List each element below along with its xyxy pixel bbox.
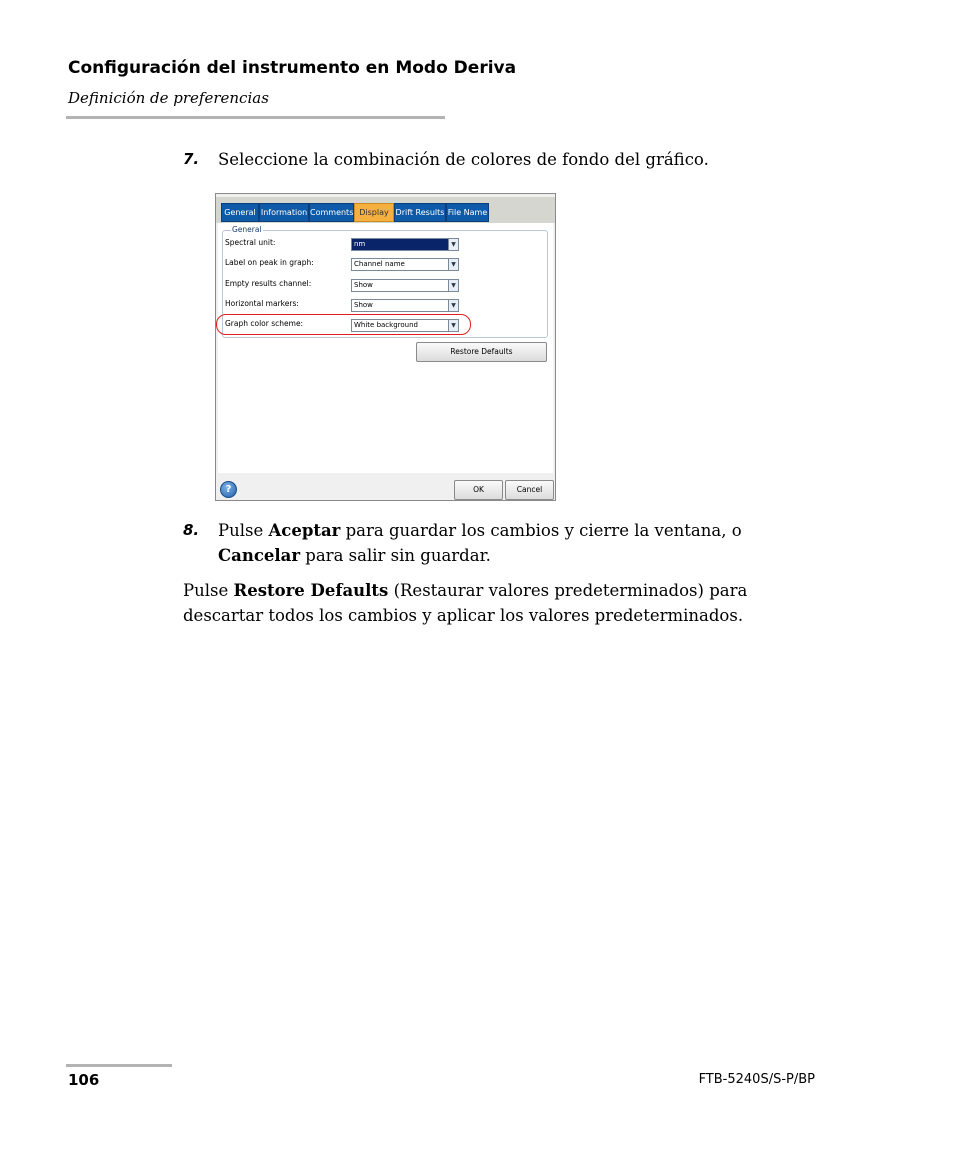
tab-information[interactable]: Information bbox=[259, 203, 309, 222]
chevron-down-icon[interactable]: ▼ bbox=[448, 258, 459, 271]
field-label-spectral-unit: Spectral unit: bbox=[225, 238, 276, 247]
restore-defaults-button[interactable]: Restore Defaults bbox=[416, 342, 547, 362]
tab-bar bbox=[216, 197, 555, 223]
restore-defaults-note: Pulse Restore Defaults (Restaurar valores predeterminados) para descartar todos los cambios y aplicar los valores predeterminados. bbox=[183, 581, 748, 625]
product-name: FTB-5240S/S-P/BP bbox=[698, 1072, 815, 1087]
tab-file-name[interactable]: File Name bbox=[446, 203, 489, 222]
display-panel bbox=[218, 223, 553, 473]
label-on-peak-select[interactable]: Channel name bbox=[351, 258, 458, 271]
tab-comments[interactable]: Comments bbox=[309, 203, 354, 222]
footer-rule bbox=[66, 1064, 172, 1067]
section-title: Configuración del instrumento en Modo Deriva bbox=[68, 58, 517, 78]
step-number: 7. bbox=[183, 150, 200, 168]
preferences-dialog bbox=[215, 193, 556, 501]
field-label-label-on-peak: Label on peak in graph: bbox=[225, 258, 314, 267]
field-label-empty-results: Empty results channel: bbox=[225, 279, 312, 288]
step-text: Pulse Aceptar para guardar los cambios y cierre la ventana, o Cancelar para salir sin guardar. bbox=[218, 521, 742, 565]
tab-display[interactable]: Display bbox=[354, 203, 394, 222]
chevron-down-icon[interactable]: ▼ bbox=[448, 238, 459, 251]
highlight-ring bbox=[216, 314, 471, 335]
tab-drift-results[interactable]: Drift Results bbox=[394, 203, 446, 222]
cancel-button[interactable]: Cancel bbox=[505, 480, 554, 500]
ok-button[interactable]: OK bbox=[454, 480, 503, 500]
help-icon[interactable]: ? bbox=[220, 481, 237, 498]
tab-general[interactable]: General bbox=[221, 203, 259, 222]
header-rule bbox=[66, 116, 445, 119]
chevron-down-icon[interactable]: ▼ bbox=[448, 319, 459, 332]
step-number: 8. bbox=[183, 521, 200, 539]
group-label: General bbox=[232, 225, 262, 234]
spectral-unit-select[interactable]: nm bbox=[351, 238, 458, 251]
step-7 bbox=[183, 147, 828, 172]
field-label-graph-color-scheme: Graph color scheme: bbox=[225, 319, 304, 328]
field-label-horizontal-markers: Horizontal markers: bbox=[225, 299, 299, 308]
chevron-down-icon[interactable]: ▼ bbox=[448, 299, 459, 312]
section-subtitle: Definición de preferencias bbox=[68, 89, 269, 107]
step-8 bbox=[183, 518, 828, 568]
step-text: Seleccione la combinación de colores de fondo del gráfico. bbox=[218, 150, 709, 169]
graph-color-scheme-select[interactable]: White background bbox=[351, 319, 458, 332]
chevron-down-icon[interactable]: ▼ bbox=[448, 279, 459, 292]
empty-results-select[interactable]: Show bbox=[351, 279, 458, 292]
page-number: 106 bbox=[68, 1071, 100, 1089]
horizontal-markers-select[interactable]: Show bbox=[351, 299, 458, 312]
